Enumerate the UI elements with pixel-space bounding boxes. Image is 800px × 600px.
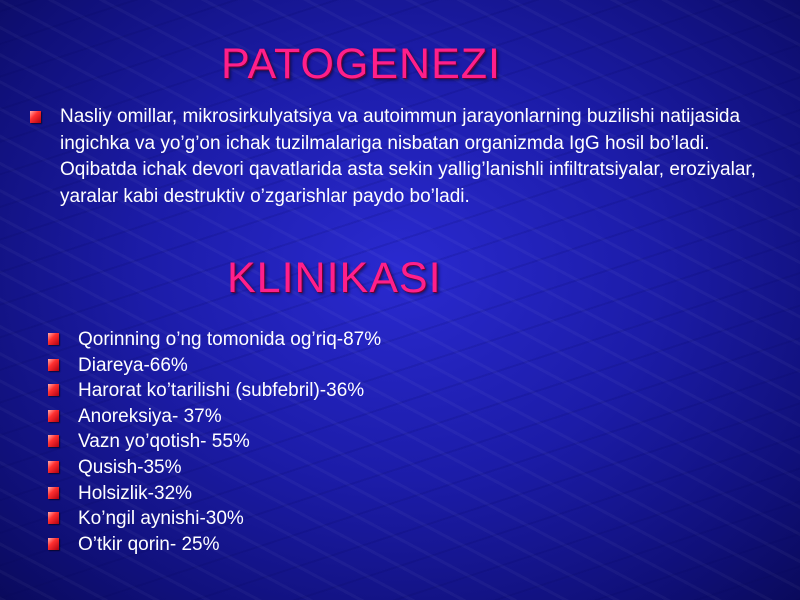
square-bullet-icon: [48, 538, 59, 550]
list-item: [48, 506, 381, 532]
patogenezi-paragraph: Nasliy omillar, mikrosirkulyatsiya va autoimmun jarayonlarning buzilishi natijasida ingichka va yo’g’on ichak tuzilmalariga nisbatan organizmda IgG hosil bo’ladi. Oqibatda ichak devori qavatlarida asta sekin yallig’lanishli infiltratsiyalar, eroziyalar, yaralar kabi destruktiv o’zgarishlar paydo bo’ladi.: [60, 106, 756, 207]
square-bullet-icon: [48, 435, 59, 447]
list-item-text: Harorat ko’tarilishi (subfebril)-36%: [78, 380, 365, 402]
list-item: [48, 378, 381, 404]
list-item-text: Vazn yo’qotish- 55%: [78, 431, 250, 453]
list-item-text: Ko’ngil aynishi-30%: [78, 508, 244, 530]
square-bullet-icon: [48, 410, 59, 422]
list-item-text: Diareya-66%: [78, 354, 188, 376]
square-bullet-icon: [48, 487, 59, 499]
patogenezi-bullet-block: [30, 104, 770, 210]
list-item-text: Holsizlik-32%: [78, 482, 193, 504]
list-item: [48, 327, 381, 353]
list-item-text: Qusish-35%: [78, 456, 182, 478]
list-item-text: O’tkir qorin- 25%: [78, 533, 220, 555]
list-item: [48, 455, 381, 481]
square-bullet-icon: [48, 359, 59, 371]
patogenezi-title: PATOGENEZI: [221, 40, 501, 88]
square-bullet-icon: [48, 461, 59, 473]
square-bullet-icon: [48, 512, 59, 524]
klinikasi-title: KLINIKASI: [227, 254, 442, 302]
list-item: [48, 404, 381, 430]
square-bullet-icon: [48, 333, 59, 345]
klinikasi-list: [48, 327, 381, 557]
square-bullet-icon: [48, 384, 59, 396]
list-item: [48, 429, 381, 455]
list-item-text: Anoreksiya- 37%: [78, 405, 222, 427]
list-item: [48, 532, 381, 558]
list-item: [48, 481, 381, 507]
square-bullet-icon: [30, 111, 41, 123]
list-item: [48, 353, 381, 379]
list-item-text: Qorinning o’ng tomonida og’riq-87%: [78, 329, 382, 350]
